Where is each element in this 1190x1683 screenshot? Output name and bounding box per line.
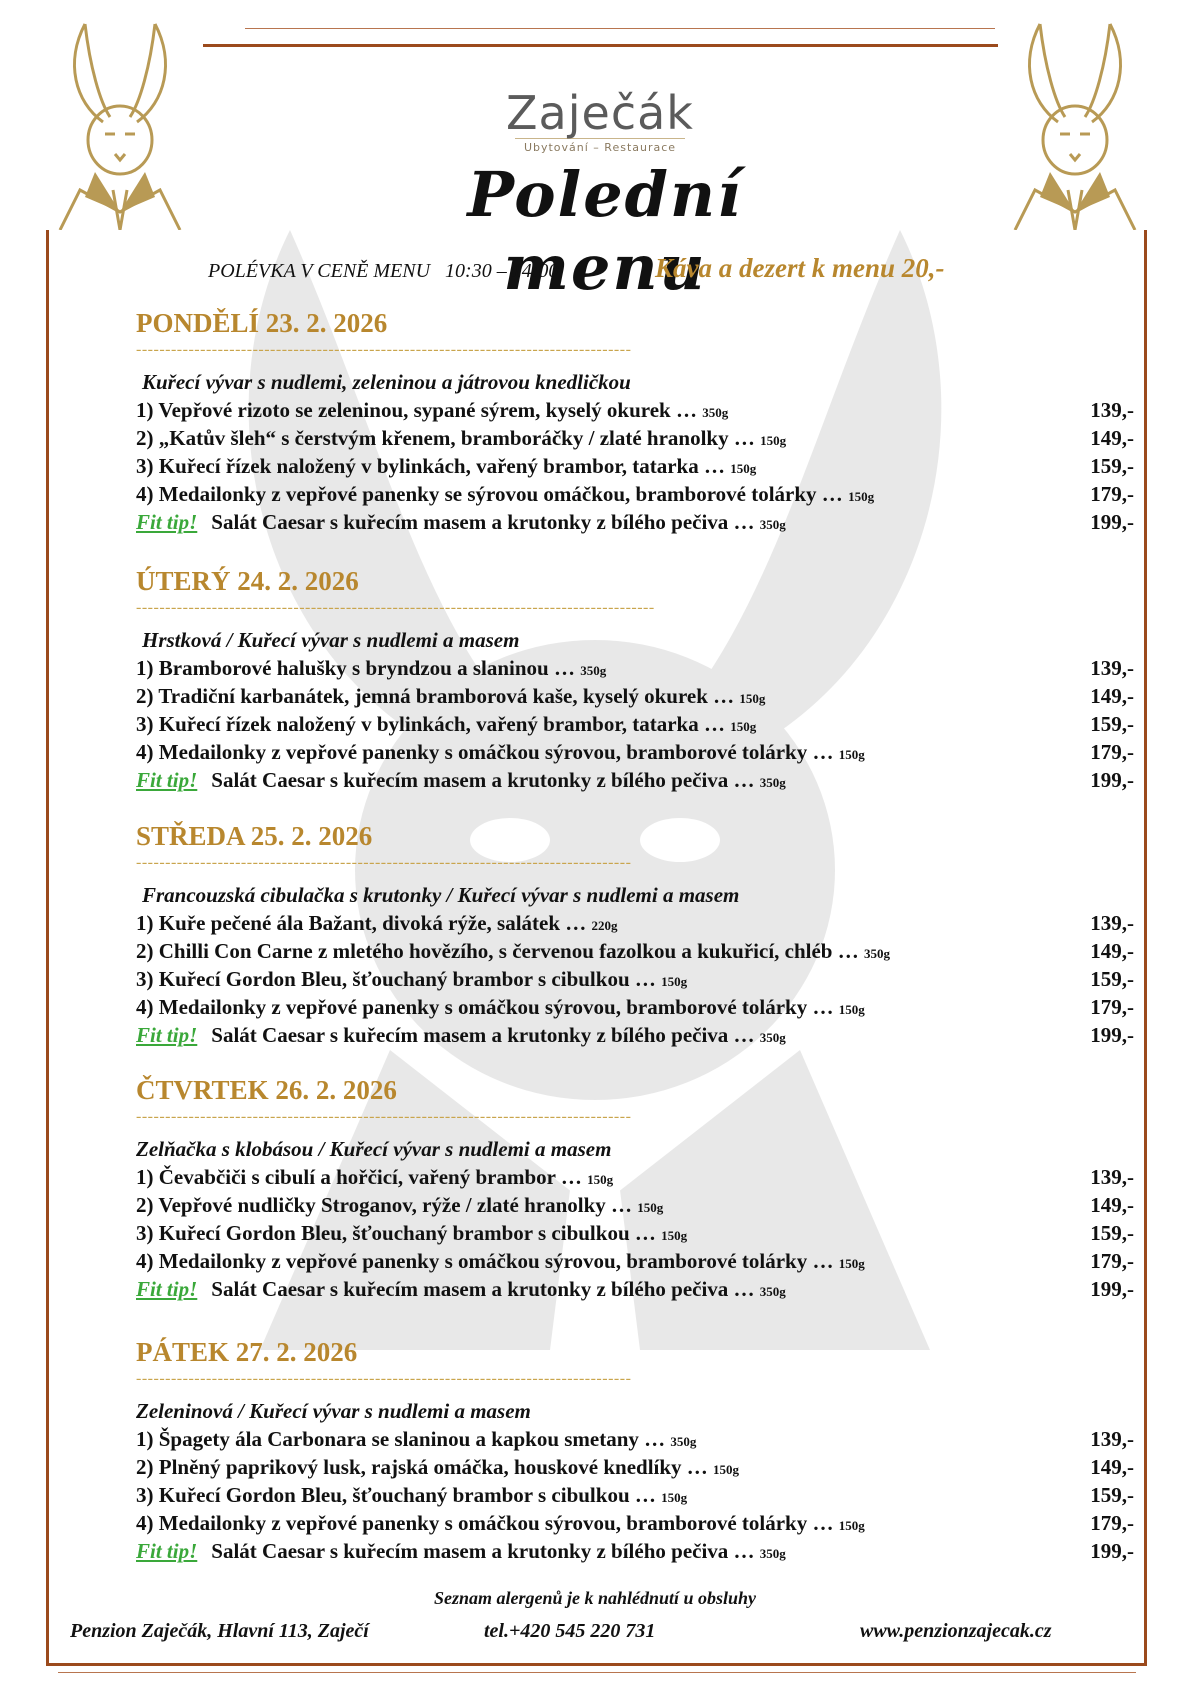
soup-info: POLÉVKA V CENĚ MENU 10:30 – 14:00 — [208, 260, 559, 282]
menu-item-weight: 150g — [848, 489, 875, 504]
fit-tip-label: Fit tip! — [136, 510, 198, 534]
menu-item-weight: 350g — [759, 1284, 786, 1299]
menu-item-price: 199,- — [1090, 1023, 1134, 1047]
menu-item-label: Salát Caesar s kuřecím masem a krutonky z bílého pečiva … — [211, 510, 755, 534]
rabbit-logo-right-icon — [1010, 22, 1140, 230]
menu-item-label: 3) Kuřecí Gordon Bleu, šťouchaný brambor s cibulkou … — [136, 967, 656, 991]
footer-website: www.penzionzajecak.cz — [860, 1620, 1052, 1642]
menu-item-price: 179,- — [1090, 995, 1134, 1019]
footer-address: Penzion Zaječák, Hlavní 113, Zaječí — [70, 1620, 369, 1642]
day-title: ČTVRTEK 26. 2. 2026 — [136, 1075, 397, 1105]
menu-item-price: 159,- — [1090, 1483, 1134, 1507]
restaurant-logo — [490, 86, 710, 154]
menu-item — [136, 1247, 1134, 1275]
menu-item — [136, 710, 1134, 738]
fit-tip-label: Fit tip! — [136, 768, 198, 792]
menu-item-label: 1) Čevabčiči s cibulí a hořčicí, vařený brambor … — [136, 1165, 582, 1189]
menu-item — [136, 1191, 1134, 1219]
menu-item-weight: 150g — [838, 1518, 865, 1533]
menu-item-price: 159,- — [1090, 454, 1134, 478]
menu-item — [136, 1219, 1134, 1247]
menu-item — [136, 396, 1134, 424]
menu-item-price: 199,- — [1090, 768, 1134, 792]
menu-item — [136, 937, 1134, 965]
menu-item-price: 139,- — [1090, 656, 1134, 680]
menu-item-label: 4) Medailonky z vepřové panenky s omáčkou sýrovou, bramborové tolárky … — [136, 1249, 834, 1273]
menu-item-label: Salát Caesar s kuřecím masem a krutonky z bílého pečiva … — [211, 1539, 755, 1563]
menu-item-price: 149,- — [1090, 1455, 1134, 1479]
menu-item — [136, 480, 1134, 508]
dashed-divider: ------------------------------------------------------------------------------------- — [136, 854, 632, 871]
menu-item-weight: 150g — [713, 1462, 740, 1477]
menu-item — [136, 1275, 1134, 1303]
day-title: STŘEDA 25. 2. 2026 — [136, 821, 373, 851]
menu-item-weight: 220g — [591, 918, 618, 933]
menu-item-weight: 350g — [759, 517, 786, 532]
menu-item-label: 1) Kuře pečené ála Bažant, divoká rýže, salátek … — [136, 911, 587, 935]
footer-phone: tel.+420 545 220 731 — [484, 1620, 656, 1642]
menu-item-price: 149,- — [1090, 1193, 1134, 1217]
menu-item-price: 179,- — [1090, 482, 1134, 506]
rabbit-logo-left-icon — [55, 22, 185, 230]
menu-item-price: 139,- — [1090, 911, 1134, 935]
soup-line: Zeleninová / Kuřecí vývar s nudlemi a masem — [136, 1399, 531, 1423]
menu-item-price: 149,- — [1090, 939, 1134, 963]
menu-item-price: 199,- — [1090, 1539, 1134, 1563]
menu-item-weight: 350g — [702, 405, 729, 420]
menu-item — [136, 1163, 1134, 1191]
menu-item — [136, 452, 1134, 480]
frame-bottom-line — [46, 1663, 1147, 1666]
menu-item-weight: 350g — [759, 775, 786, 790]
menu-item-label: Salát Caesar s kuřecím masem a krutonky z bílého pečiva … — [211, 1023, 755, 1047]
day-section — [136, 563, 1134, 794]
menu-item-label: 3) Kuřecí řízek naložený v bylinkách, vařený brambor, tatarka … — [136, 712, 725, 736]
menu-item — [136, 1481, 1134, 1509]
page-title: Polední menu — [467, 158, 743, 304]
menu-item-weight: 150g — [739, 691, 766, 706]
soup-line: Kuřecí vývar s nudlemi, zeleninou a játrovou knedličkou — [142, 370, 631, 394]
logo-name: Zaječák — [506, 86, 694, 140]
menu-item — [136, 1453, 1134, 1481]
soup-line: Francouzská cibulačka s krutonky / Kuřecí vývar s nudlemi a masem — [142, 883, 740, 907]
frame-right-line — [1144, 230, 1147, 1665]
menu-item-price: 159,- — [1090, 712, 1134, 736]
menu-item — [136, 909, 1134, 937]
dashed-divider: ------------------------------------------------------------------------------------- — [136, 341, 632, 358]
menu-item-weight: 350g — [864, 946, 890, 961]
menu-item-weight: 350g — [759, 1030, 786, 1045]
menu-item-weight: 150g — [637, 1200, 664, 1215]
fit-tip-label: Fit tip! — [136, 1277, 198, 1301]
menu-item-weight: 150g — [730, 461, 757, 476]
coffee-info: Káva a dezert k menu 20,- — [655, 253, 945, 283]
menu-item-weight: 150g — [587, 1172, 614, 1187]
menu-item-price: 139,- — [1090, 398, 1134, 422]
menu-item-price: 159,- — [1090, 967, 1134, 991]
day-section — [136, 305, 1134, 536]
frame-top-thin-line — [245, 28, 995, 29]
menu-item-weight: 150g — [760, 433, 787, 448]
menu-item — [136, 1021, 1134, 1049]
menu-item-price: 199,- — [1090, 1277, 1134, 1301]
dashed-divider: ------------------------------------------------------------------------------------- — [136, 1108, 632, 1125]
menu-item-price: 139,- — [1090, 1165, 1134, 1189]
frame-bottom-thin-line — [58, 1672, 1136, 1673]
menu-item-price: 179,- — [1090, 1511, 1134, 1535]
menu-item-label: Salát Caesar s kuřecím masem a krutonky z bílého pečiva … — [211, 1277, 755, 1301]
day-title: ÚTERÝ 24. 2. 2026 — [136, 566, 359, 596]
allergen-note: Seznam alergenů je k nahlédnutí u obsluhy — [433, 1588, 757, 1608]
menu-item-label: 4) Medailonky z vepřové panenky s omáčkou sýrovou, bramborové tolárky … — [136, 995, 834, 1019]
day-section — [136, 1334, 1134, 1565]
day-section — [136, 818, 1134, 1049]
frame-left-line — [46, 230, 49, 1665]
menu-item-label: 2) Plněný paprikový lusk, rajská omáčka, houskové knedlíky … — [136, 1455, 708, 1479]
menu-item-label: 4) Medailonky z vepřové panenky s omáčkou sýrovou, bramborové tolárky … — [136, 1511, 834, 1535]
menu-item — [136, 1425, 1134, 1453]
menu-item — [136, 1509, 1134, 1537]
menu-item — [136, 1537, 1134, 1565]
menu-item-label: 2) „Katův šleh“ s čerstvým křenem, bramboráčky / zlaté hranolky … — [136, 426, 755, 450]
frame-top-line — [203, 44, 998, 47]
menu-item-price: 159,- — [1090, 1221, 1134, 1245]
menu-item-price: 199,- — [1090, 510, 1134, 534]
menu-item-price: 139,- — [1090, 1427, 1134, 1451]
menu-item-label: 1) Bramborové halušky s bryndzou a slaninou … — [136, 656, 575, 680]
menu-item-label: 3) Kuřecí řízek naložený v bylinkách, vařený brambor, tatarka … — [136, 454, 725, 478]
menu-item — [136, 993, 1134, 1021]
menu-item — [136, 766, 1134, 794]
menu-item-weight: 150g — [730, 719, 757, 734]
menu-item — [136, 738, 1134, 766]
dashed-divider: ------------------------------------------------------------------------------------- — [136, 1370, 632, 1387]
menu-item-weight: 150g — [838, 747, 865, 762]
menu-item-weight: 150g — [661, 1490, 688, 1505]
menu-item-label: 4) Medailonky z vepřové panenky s omáčkou sýrovou, bramborové tolárky … — [136, 740, 834, 764]
menu-item-price: 149,- — [1090, 426, 1134, 450]
soup-line: Hrstková / Kuřecí vývar s nudlemi a masem — [142, 628, 520, 652]
menu-item-label: 2) Vepřové nudličky Stroganov, rýže / zlaté hranolky … — [136, 1193, 633, 1217]
menu-item — [136, 654, 1134, 682]
soup-line: Zelňačka s klobásou / Kuřecí vývar s nudlemi a masem — [136, 1137, 612, 1161]
logo-subtitle: Ubytování – Restaurace — [515, 138, 685, 154]
menu-item-label: 4) Medailonky z vepřové panenky se sýrovou omáčkou, bramborové tolárky … — [136, 482, 843, 506]
menu-item-weight: 150g — [661, 1228, 688, 1243]
menu-item-label: 2) Tradiční karbanátek, jemná bramborová kaše, kyselý okurek … — [136, 684, 735, 708]
menu-item-price: 179,- — [1090, 1249, 1134, 1273]
menu-item-price: 149,- — [1090, 684, 1134, 708]
dashed-divider: ----------------------------------------------------------------------------------------- — [136, 599, 655, 616]
menu-item-weight: 150g — [838, 1002, 865, 1017]
fit-tip-label: Fit tip! — [136, 1539, 198, 1563]
fit-tip-label: Fit tip! — [136, 1023, 198, 1047]
menu-item-weight: 150g — [838, 1256, 865, 1271]
menu-item-label: 1) Vepřové rizoto se zeleninou, sypané sýrem, kyselý okurek … — [136, 398, 697, 422]
day-section — [136, 1072, 1134, 1303]
menu-item-weight: 350g — [670, 1434, 697, 1449]
menu-item-label: Salát Caesar s kuřecím masem a krutonky z bílého pečiva … — [211, 768, 755, 792]
menu-item-weight: 150g — [661, 974, 688, 989]
menu-item-label: 3) Kuřecí Gordon Bleu, šťouchaný brambor s cibulkou … — [136, 1221, 656, 1245]
menu-item — [136, 424, 1134, 452]
menu-item-label: 1) Špagety ála Carbonara se slaninou a kapkou smetany … — [136, 1427, 666, 1451]
menu-item-weight: 350g — [759, 1546, 786, 1561]
day-title: PÁTEK 27. 2. 2026 — [136, 1337, 358, 1367]
menu-item — [136, 682, 1134, 710]
day-title: PONDĚLÍ 23. 2. 2026 — [136, 308, 388, 338]
menu-item — [136, 965, 1134, 993]
menu-item-weight: 350g — [580, 663, 607, 678]
menu-item-label: 2) Chilli Con Carne z mletého hovězího, s červenou fazolkou a kukuřicí, chléb … — [136, 939, 859, 963]
menu-item-label: 3) Kuřecí Gordon Bleu, šťouchaný brambor s cibulkou … — [136, 1483, 656, 1507]
menu-item-price: 179,- — [1090, 740, 1134, 764]
menu-item — [136, 508, 1134, 536]
